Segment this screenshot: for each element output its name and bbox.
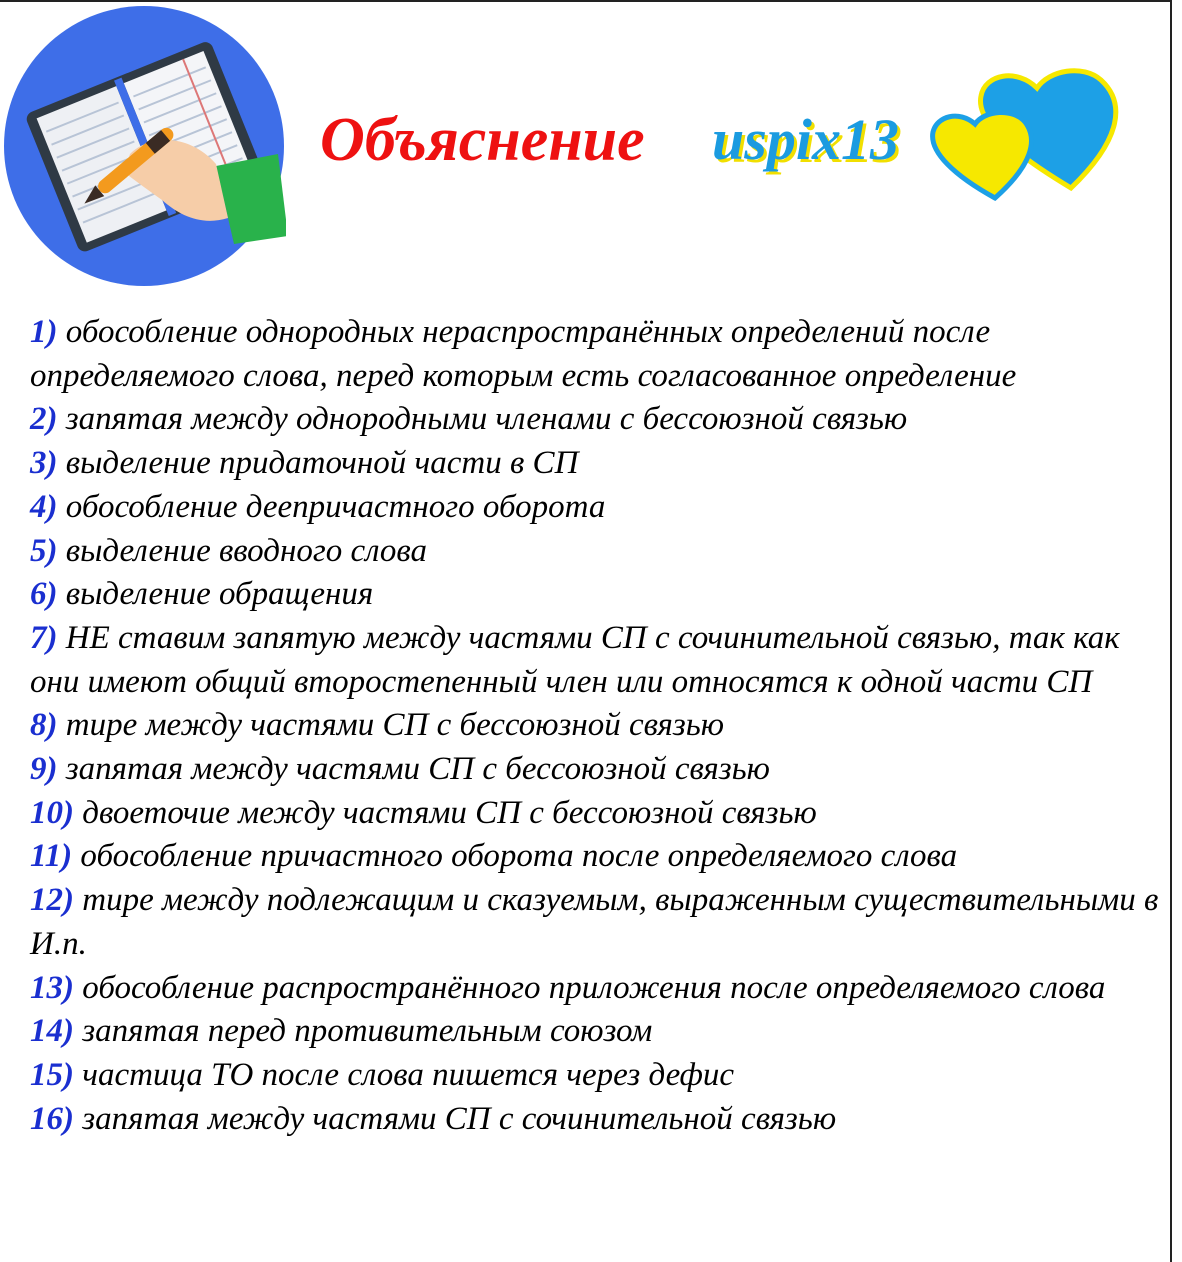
explanation-list [30,311,1165,1141]
frame-top-border [0,0,1172,2]
item-number: 13) [30,969,74,1006]
item-number: 12) [30,882,74,919]
item-text: обособление причастного оборота после определяемого слова [80,838,958,875]
item-text: двоеточие между частями СП с бессоюзной связью [82,794,817,831]
list-item [30,486,1165,530]
item-text: запятая перед противительным союзом [82,1013,653,1050]
page-title: Объяснение [320,106,645,174]
item-number: 8) [30,707,58,744]
item-text: обособление распространённого приложения после определяемого слова [82,969,1106,1006]
list-item [30,879,1165,966]
item-text: выделение обращения [65,576,374,613]
list-item [30,530,1165,574]
list-item [30,1054,1165,1098]
item-number: 7) [30,619,58,656]
item-number: 3) [30,445,58,482]
item-text: НЕ ставим запятую между частями СП с сочинительной связью, так как они имеют общий второстепенный член или относятся к одной части СП [30,619,1120,700]
list-item [30,573,1165,617]
item-number: 11) [30,838,73,875]
list-item [30,835,1165,879]
two-hearts-icon [925,66,1151,206]
item-number: 16) [30,1100,74,1137]
item-text: запятая между однородными членами с бессоюзной связью [65,401,908,438]
item-text: запятая между частями СП с сочинительной связью [82,1100,837,1137]
list-item [30,704,1165,748]
item-number: 15) [30,1056,74,1093]
item-text: выделение придаточной части в СП [65,445,579,482]
list-item [30,967,1165,1011]
item-number: 9) [30,751,58,788]
item-number: 2) [30,401,58,438]
item-text: тире между частями СП с бессоюзной связью [65,707,725,744]
list-item [30,311,1165,398]
item-text: частица ТО после слова пишется через дефис [82,1056,735,1093]
list-item [30,1010,1165,1054]
item-number: 10) [30,794,74,831]
item-number: 14) [30,1013,74,1050]
item-text: тире между подлежащим и сказуемым, выраженным существительными в И.п. [30,882,1159,962]
list-item [30,792,1165,836]
item-text: запятая между частями СП с бессоюзной связью [65,751,770,788]
notebook-writing-hand-icon [2,4,286,288]
brand-name: uspix13 [712,107,899,172]
item-number: 6) [30,576,58,613]
frame-right-border [1170,0,1172,1262]
list-item [30,1098,1165,1142]
item-text: обособление деепричастного оборота [65,488,606,525]
item-number: 4) [30,488,58,525]
item-text: обособление однородных нераспространённых определений после определяемого слова, перед которым есть согласованное определение [30,314,1017,394]
item-number: 1) [30,314,58,350]
list-item [30,398,1165,442]
list-item [30,442,1165,486]
list-item [30,748,1165,792]
list-item [30,617,1165,704]
item-number: 5) [30,532,58,569]
item-text: выделение вводного слова [65,532,427,569]
